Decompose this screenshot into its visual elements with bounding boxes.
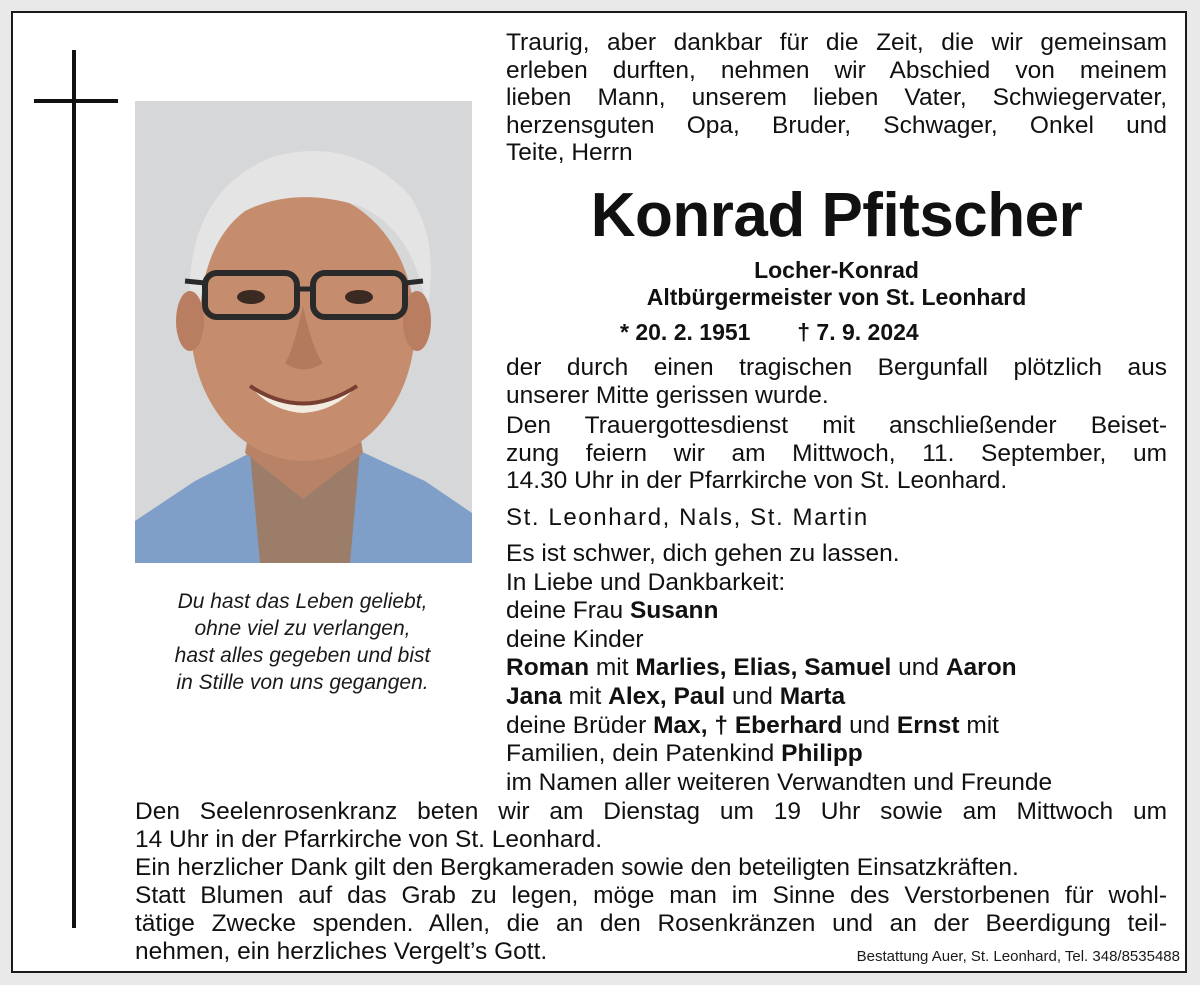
closing-text: [135, 798, 1167, 966]
portrait-illustration: [135, 101, 472, 563]
intro-text: [506, 29, 1167, 167]
family-name: Susann: [629, 597, 719, 625]
accident-text: [506, 354, 1167, 409]
family-line: deine Kinder: [506, 625, 644, 653]
death-date: † 7. 9. 2024: [797, 319, 919, 345]
service-line: Den Trauergottesdienst mit anschließender Beiset-: [506, 412, 1167, 439]
family-line: [506, 597, 1052, 626]
closing-line: nehmen, ein herzliches Vergelt’s Gott.: [135, 938, 548, 965]
closing-line: Den Seelenrosenkranz beten wir am Dienstag um 19 Uhr sowie am Mittwoch um: [135, 798, 1167, 825]
family-name: Philipp: [781, 740, 863, 768]
family-name: Jana: [506, 682, 562, 710]
family-list: [506, 540, 1052, 797]
family-name: Alex, Paul: [608, 682, 726, 710]
quote-line: ohne viel zu verlangen,: [194, 617, 411, 640]
places-line: St. Leonhard, Nals, St. Martin: [506, 504, 869, 531]
family-name: Max, † Eberhard: [653, 711, 843, 739]
accident-line: der durch einen tragischen Bergunfall plötzlich aus: [506, 354, 1167, 381]
family-line: [506, 712, 1052, 741]
family-text: deine Frau: [506, 597, 630, 625]
closing-line: tätige Zwecke spenden. Allen, die an den Rosenkränzen und an der Beerdigung teil-: [135, 910, 1167, 937]
memorial-quote: [120, 588, 485, 696]
service-line: 14.30 Uhr in der Pfarrkirche von St. Leonhard.: [506, 467, 1008, 495]
birth-date: * 20. 2. 1951: [620, 319, 751, 345]
service-line: zung feiern wir am Mittwoch, 11. September, um: [506, 439, 1167, 467]
quote-line: Du hast das Leben geliebt,: [177, 590, 428, 613]
family-text: mit: [589, 654, 636, 682]
family-text: und: [725, 682, 780, 710]
life-dates: [620, 318, 1080, 346]
family-text: und: [891, 654, 946, 682]
accident-line: unserer Mitte gerissen wurde.: [506, 381, 829, 409]
family-line: In Liebe und Dankbarkeit:: [506, 568, 786, 596]
family-name: Marlies, Elias, Samuel: [635, 654, 892, 682]
family-line: [506, 654, 1052, 683]
quote-line: in Stille von uns gegangen.: [176, 671, 429, 694]
family-line: [506, 740, 1052, 769]
funeral-home-credit: Bestattung Auer, St. Leonhard, Tel. 348/8535488: [856, 948, 1180, 965]
family-line: im Namen aller weiteren Verwandten und Freunde: [506, 768, 1053, 796]
family-line: Es ist schwer, dich gehen zu lassen.: [506, 540, 900, 567]
family-line: [506, 683, 1052, 712]
family-text: und: [842, 711, 897, 739]
family-name: Ernst: [896, 711, 960, 739]
family-text: deine Brüder: [506, 711, 654, 739]
role-title: Altbürgermeister von St. Leonhard: [646, 284, 1027, 310]
family-name: Aaron: [945, 654, 1017, 682]
quote-line: hast alles gegeben und bist: [174, 644, 431, 667]
intro-line: Traurig, aber dankbar für die Zeit, die wir gemeinsam: [506, 29, 1167, 56]
family-text: mit: [959, 711, 999, 739]
cross-icon: [72, 50, 76, 928]
service-text: [506, 412, 1167, 495]
nickname: Locher-Konrad: [754, 257, 919, 283]
family-name: Roman: [506, 654, 590, 682]
intro-line: Teite, Herrn: [506, 139, 633, 167]
portrait-photo: [135, 101, 472, 563]
family-name: Marta: [779, 682, 846, 710]
cross-icon-bar: [34, 99, 118, 103]
closing-line: Ein herzlicher Dank gilt den Bergkameraden sowie den beteiligten Einsatzkräften.: [135, 854, 1019, 881]
deceased-name: Konrad Pfitscher: [590, 181, 1083, 250]
closing-line: 14 Uhr in der Pfarrkirche von St. Leonhard.: [135, 826, 603, 853]
intro-line: herzensguten Opa, Bruder, Schwager, Onkel und: [506, 111, 1167, 139]
family-text: mit: [561, 682, 609, 710]
family-text: Familien, dein Patenkind: [506, 740, 782, 768]
closing-line: Statt Blumen auf das Grab zu legen, möge man im Sinne des Verstorbenen für wohl-: [135, 882, 1167, 909]
intro-line: erleben durften, nehmen wir Abschied von meinem: [506, 56, 1167, 84]
intro-line: lieben Mann, unserem lieben Vater, Schwiegervater,: [506, 84, 1167, 112]
